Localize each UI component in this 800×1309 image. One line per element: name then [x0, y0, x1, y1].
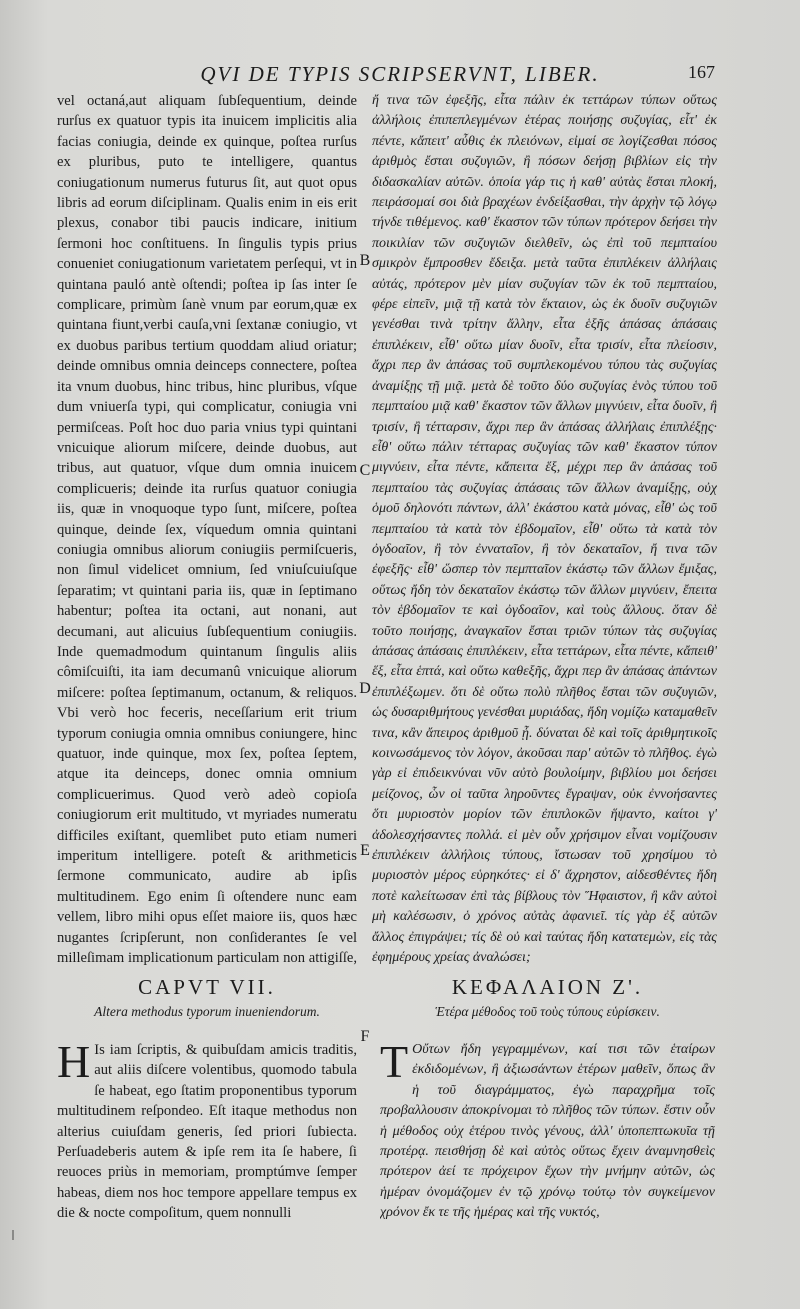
chapter-heading-greek: ΚΕΦΑΛΑΙΟΝ Ζ'.: [451, 975, 644, 999]
margin-letter-c: C: [359, 462, 371, 479]
chapter-heading-latin: CAPVT VII.: [138, 975, 276, 999]
dropcap-latin: H: [57, 1040, 91, 1087]
chapter-text-latin: Is iam ſcriptis, & quibuſdam amicis traditis, aut aliis diſcere volentibus, quomodo tabula ſe habeat, ego ſtatim proponentibus typorum multitudinem reſpondeo. Eſt itaque methodus non alterius cuiuſdam generis, ſed priori ſubiecta. Perſuadeberis autem & ipſe rem ita ſe habere, ſi reuoces priùs in memoriam, promptúmve ſemper habeas, diem nos hoc tempore appellare tempus ex die & nocte compoſitum, quem nonnulli: [57, 1042, 357, 1222]
chapter-subtitle-greek: Ἑτέρα μέθοδος τοῦ τοὺς τύπους εὑρίσκειν.: [435, 1004, 660, 1019]
latin-column: [57, 91, 357, 971]
greek-column: [372, 91, 717, 971]
margin-letter-f: F: [360, 1028, 370, 1045]
greek-paragraph: ἤ τινα τῶν ἐφεξῆς, εἶτα πάλιν ἐκ τεττάρων τύπων οὕτως ἀλλήλοις ἐπιπεπλεγμένων ἑτέρας ποιήσῃς συζυγίας, εἶτ' ἐκ πέντε, κἄπειτ' αὖθις ἐκ πλειόνων, εἰμαί σε λογίζεσθαι πόσος ἀριθμὸς ἔσται συζυγιῶν, ἢ πόσων δεήσῃ βιβλίων εἰς τὴν διδασκαλίαν αὐτῶν. ὁποία γάρ τις ἡ καθ' αὐτὰς ἔσται πλοκή, πειράσομαί σοι διὰ βραχέων ἐνδείξασθαι, τὴν ἀρχὴν τῷ λόγῳ τήνδε τιθέμενος. καθ' ἕκαστον τῶν τύπων πρότερον δεήσει τὴν ποικιλίαν τῶν συζυγιῶν διελθεῖν, ὡς ἐπὶ τοῦ πεμπταίου σμικρὸν ἔμπροσθεν ἔδειξα. μετὰ ταῦτα ἐπιπλέκειν ἀλλήλαις αὐτάς, πρότερον μὲν μίαν συζυγίαν τῶν ἐκ τοῦ πεμπταίου, φέρε εἰπεῖν, μιᾷ τῇ κατὰ τὸν ἕκταιον, ὡς ἐκ δυοῖν συζυγιῶν γενέσθαι τινὰ τρίτην ἄλλην, εἶτα ἑξῆς ἁπάσας ἁπάσαις ἐπιπλέκειν, εἶθ' οὕτω μίαν δυοῖν, εἶτα τρισίν, εἶτα πλείοσιν, ἄχρι περ ἂν ἁπάσας τοῦ συμπλεκομένου τύπου τὰς συζυγίας ἀναμίξῃς τῇ μιᾷ. μετὰ δὲ τοῦτο δύο συζυγίας ἑνὸς τύπου τοῦ πεμπταίου μιᾷ καθ' ἕκαστον τῶν ἄλλων μιγνύειν, εἶτα δυοῖν, ἢ τρισίν, ἢ τέτταρσιν, ἄχρι περ ἂν ἁπάσας ἀλλήλαις ἐπιπλέξῃς· εἶθ' οὕτω πάλιν τέτταρας συζυγίας τῶν καθ' ἕκαστον τύπον μιγνύειν, εἶτα πέντε, κἄπειτα ἕξ, μέχρι περ ἂν ἁπάσας τοῦ πεμπταίου τὰς συζυγίας ἁπάσαις τῶν ἄλλων ἀναμίξῃς, οὐχ ὁμοῦ δηλονότι πάντων, ἀλλ' ἑκάστου κατὰ μόνας, εἶθ' ὡς τοῦ πεμπταίου τὰ κατὰ τὸν ἑβδομαῖον, εἶθ' οὕτω τὰ κατὰ τὸν ὀγδοαῖον, ἢ τὸν ἐνναταῖον, ἢ τὸν δεκαταῖον, ἤ τινα τῶν ἐφεξῆς· εἶθ' ὥσπερ τὸν πεμπταῖον ἑκάστῳ τῶν ἄλλων ἔμιξας, οὕτως ἤδη τὸν δεκαταῖον ἑκάστῳ τῶν ἄλλων μιγνύειν, ἔπειτα τὸν ἑβδομαῖον τε καὶ ὀγδοαῖον, καὶ τοὺς ἄλλους. ὅταν δὲ τοῦτο ποιήσῃς, ἀναγκαῖον ἔσται τριῶν τύπων τὰς συζυγίας ἁπάσας ἁπάσαις ἐπιπλέκειν, εἶτα τεττάρων, εἶτα πέντε, κἄπειθ' ἕξ, εἶτα ἑπτά, καὶ οὕτω καθεξῆς, ἄχρι περ ἂν ἁπάσας ἁπάντων ἐπιπλέξωμεν. ὅτι δὲ οὕτω πολὺ πλῆθος ἔσται τῶν συζυγιῶν, ὡς δυσαριθμήτους γενέσθαι μυριάδας, ἤδη νομίζω καταμαθεῖν τινα, κἂν ἄπειρος ἀριθμοῦ ᾖ. δύναται δὲ καὶ τοῖς ἀριθμητικοῖς κοινωσάμενος τὸν λόγον, ἀκοῦσαι παρ' αὐτῶν τὸ πλῆθος. ἐγὼ γὰρ εἰ ἐπιδεικνύναι νῦν αὐτὸ βουλοίμην, βιβλίου μοι δεήσει μείζονος, ὧν οἱ ταῦτα ληροῦντες ἔγραψαν, οὐκ ἐννοήσαντες ὅτι μυριοστὸν μορίον τῶν ἐπιπλοκῶν ἥψαντο, καίτοι γ' ἀδολεσχήσαντες πολλά. εἰ μὲν οὖν χρήσιμον εἶναι νομίζουσιν ἐπιπλέκειν ἀλλήλοις τύπους, ἴστωσαν τοῦ χρησίμου τὸ μυριοστὸν μέρος εὑρηκότες· εἰ δ' ἄχρηστον, αἰδεσθέντες ἤδη ποτὲ καλείτωσαν ἐπὶ τὰς βίβλους τὸν Ἥφαιστον, ἢ κἂν αὐτοὶ μὴ καλέσωσιν, ὁ χρόνος αὐτὰς ἀφανιεῖ. τίς γὰρ ἐξ αὐτῶν ἄλλος ἐπιγράψει; τίς δὲ οὐ καὶ ταύτας ἤδη κατατεμὼν, εἰς τὰς ἐφημέρους χρείας ἀναλώσει;: [372, 93, 717, 966]
margin-letter-d: D: [359, 680, 371, 697]
chapter-body-greek: [380, 1040, 715, 1290]
margin-letter-e: E: [360, 842, 370, 859]
page-number: 167: [688, 62, 715, 82]
chapter-body-latin: [57, 1040, 357, 1290]
margin-letter-b: B: [359, 252, 371, 269]
dropcap-greek: Τ: [380, 1040, 409, 1087]
chapter-text-greek: Οὔτων ἤδη γεγραμμένων, καί τισι τῶν ἑταίρων ἐκδιδομένων, ἢ ἀξιωσάντων ἑτέρων μαθεῖν, ὅπως ἂν ἡ τοῦ διαγράμματος, ἐγὼ παραχρῆμα τοῖς προβαλλουσιν ἀποκρίνομαι τὸ πλῆθος τῶν τύπων. ἔστιν οὖν ἡ μέθοδος οὐχ ἑτέρου τινὸς γένους, ἀλλ' ὑποπεπτωκυῖα τῇ προτέρᾳ. πεισθήσῃ δὲ καὶ αὐτὸς οὕτως ἔχειν ἀναμνησθεὶς πρότερον ἀεί τε πρόχειρον ἔχων τὴν μνήμην αὐτῶν, ὡς ἡμέραν ὀνομάζομεν ἐν τῷ χρόνῳ τούτῳ τὸν συγκείμενον χρόνον ἔκ τε τῆς ἡμέρας καὶ τῆς νυκτός,: [380, 1042, 715, 1221]
page-edge-mark: [12, 1230, 14, 1240]
running-title: QVI DE TYPIS SCRIPSERVNT, LIBER.: [200, 62, 600, 86]
latin-paragraph: vel octaná,aut aliquam ſubſequentium, deinde rurſus ex quatuor typis ita inuicem implicitis alia facias coniugia, deinde ex quinque, poſtea rurſus ex pluribus, puto te intelligere, quantus coniugationum numerus futurus ſit, aut quot opus libris ad eorum diſciplinam. Qualis enim in eis erit plexus, conabor tibi paucis indicare, initium ſermoni hoc conſtituens. In ſingulis typis prius conueniet coniugationum varietatem perſequi, vt in quintana pauló antè oſtendi; poſtea ip ſas inter ſe complicare, primùm ſanè vnum par eorum,quæ ex quintana fiunt,verbi cauſa,vni ſextanæ coniugio, vt ex duobus paribus tertium quoddam aliud oriatur; deinde omnibus omnia deinceps connectere, poſtea ita vnum duobus, hinc tribus, hinc pluribus, vſque dum vniuerſa typi, qui complicatur, coniugia vni permiſceas. Poſt hoc duo paria vnius typi quintani vnicuique aliorum miſcere, deinde duobus, aut tribus, aut quatuor, vſque dum omnia inuicem complicueris; deinde ita rurſus quatuor coniugia iis, quæ in vnoquoque typo ſunt, miſcere, poſtea quinque, deinde ſex, víquedum omnia quintani coniugia omnibus aliorum coniugiis permiſcueris, non ſimul videlicet omnium, ſed vniuſcuiuſque ſeparatim; vt quintani paria iis, quæ in ſeptimano habentur; poſtea ita octani, aut nonani, aut decumani, aut alicuius ſubſequentium coniugiis. Inde quemadmodum quintanum ſingulis aliis cômiſcuiſti, ita iam decumanû vnicuique aliorum miſcere: poſtea ſeptimanum, octanum, & reliquos. Vbi verò hoc feceris, neceſſarium erit trium typorum coniugia omnia omnibus coniungere, hinc quatuor, inde quinque, mox ſex, poſtea ſeptem, atque ita deinceps, donec omnia omnium complicuerimus. Quod verò adeò copioſa coniugiorum erit multitudo, vt myriades numeratu difficiles exiſtant, quemlibet puto etiam numeri imperitum intelligere. poteſt & arithmeticis ſermone communicato, audire ab ipſis multitudinem. Ego enim ſi oſtendere nunc eam vellem, libro mihi opus eſſet maiore iis, quos hæc nugantes ſcripſerunt, non conſiderantes ſe vel milleſimam implicationum particulam non attigiſſe,: [57, 93, 357, 967]
chapter-subtitle-latin: Altera methodus typorum inueniendorum.: [94, 1004, 320, 1019]
